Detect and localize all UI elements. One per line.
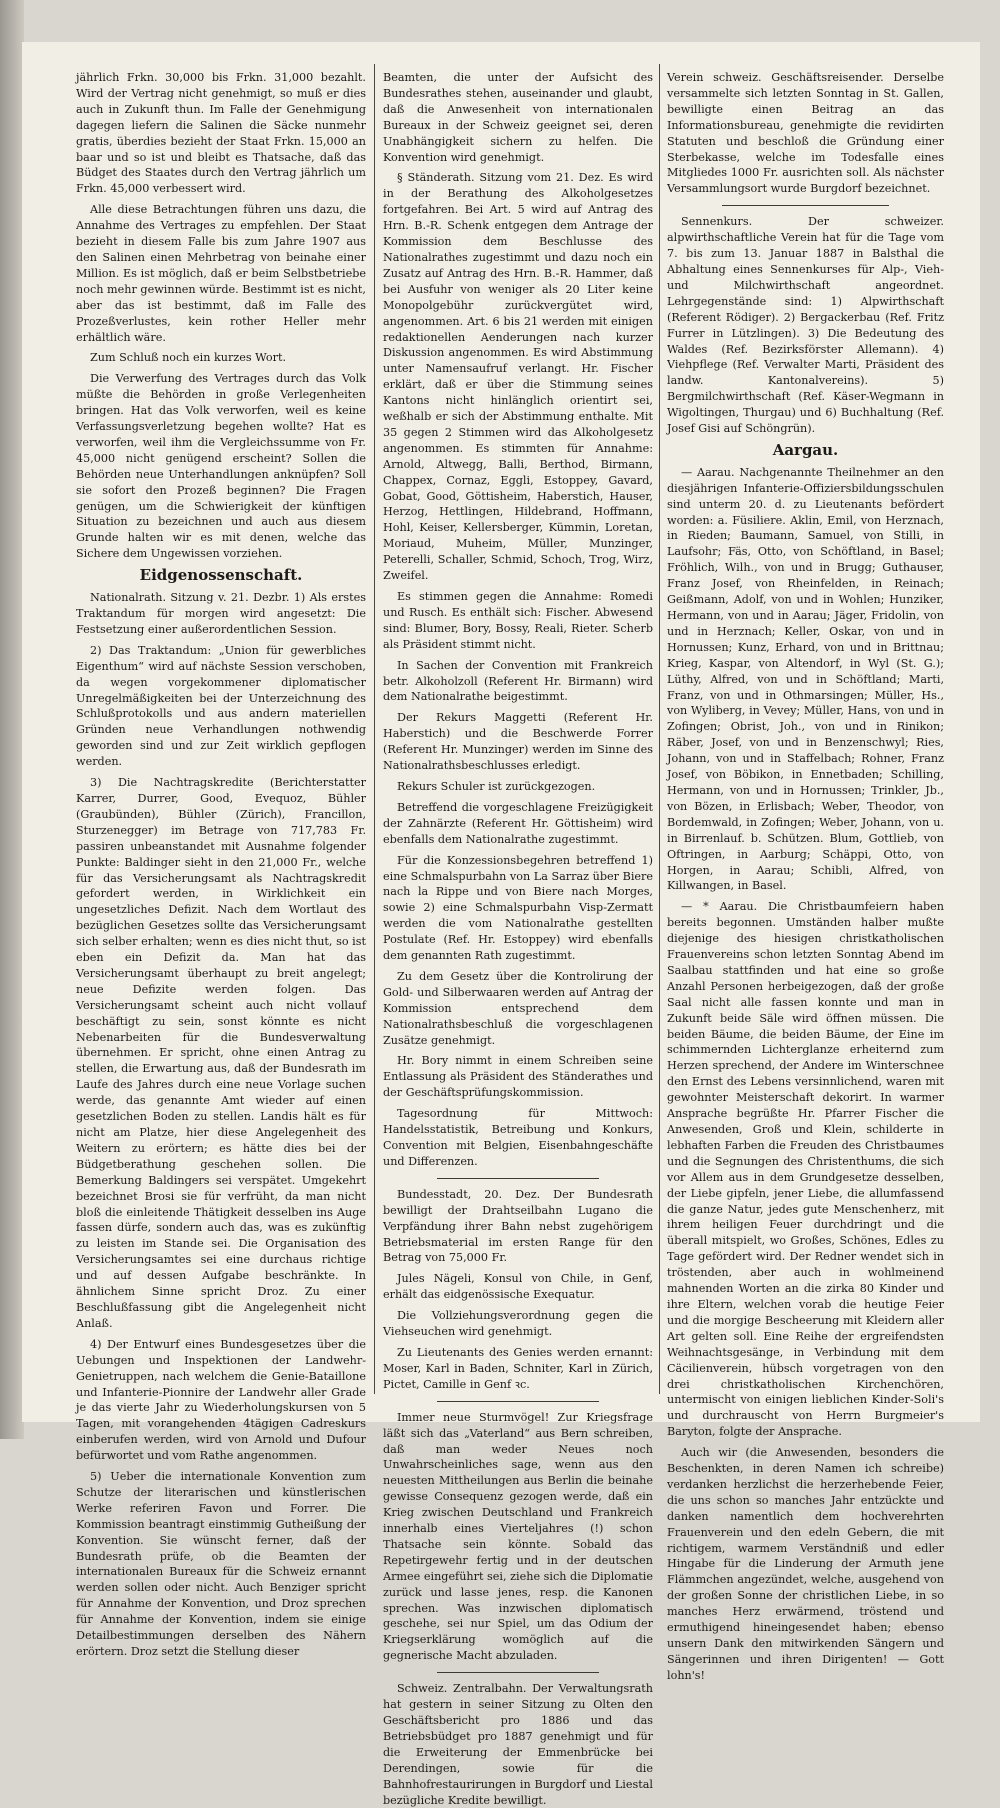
paragraph: Immer neue Sturmvögel! Zur Kriegsfrage läßt sich das „Vaterland“ aus Bern schreiben, daß man weder Neues noch Unwahrscheinliches sage, wenn aus den neuesten Mittheilungen aus Berlin die beinahe gewisse Consequenz gezogen werde, daß ein Krieg zwischen Deutschland und Frankreich innerhalb eines Vierteljahres (!) schon Thatsache sein könnte. Sobald das Repetirgewehr fertig und in der deutschen Armee eingeführt sei, ziehe sich die Diplomatie zurück und lasse jenes, resp. die Kanonen sprechen. Was inzwischen diplomatisch geschehe, sei nur Spiel, um das Odium der Kriegserklärung womöglich auf die gegnerische Macht abzuladen. [383,1410,653,1663]
paragraph: Schweiz. Zentralbahn. Der Verwaltungsrath hat gestern in seiner Sitzung zu Olten den Geschäftsbericht pro 1886 und das Betriebsbüdget pro 1887 genehmigt und für die Erweiterung der Emmenbrücke bei Derendingen, sowie für die Bahnhofrestaurirungen in Burgdorf und Liestal bezügliche Kredite bewilligt. [383,1682,653,1807]
paragraph: Der Rekurs Maggetti (Referent Hr. Haberstich) und die Beschwerde Forrer (Referent Hr. Munzinger) werden im Sinne des Nationalrathsbeschlusses erledigt. [383,711,653,773]
column-2 [383,70,653,1807]
paragraph: Bundesstadt, 20. Dez. Der Bundesrath bewilligt der Drahtseilbahn Lugano die Verpfändung ihrer Bahn nebst zugehörigem Betriebsmaterial im ersten Range für den Betrag von 75,000 Fr. [383,1187,653,1265]
column-rule [374,64,375,1394]
paragraph: In Sachen der Convention mit Frankreich betr. Alkoholzoll (Referent Hr. Birmann) wird dem Nationalrathe beigestimmt. [383,658,653,704]
paragraph: Hr. Bory nimmt in einem Schreiben seine Entlassung als Präsident des Ständerathes und der Geschäftsprüfungskommission. [383,1054,653,1100]
separator [437,1178,599,1179]
section-heading: Eidgenossenschaft. [139,566,303,585]
paragraph: Sennenkurs. Der schweizer. alpwirthschaftliche Verein hat für die Tage vom 7. bis zum 13. Januar 1887 in Balsthal die Abhaltung eines Sennenkurses für Alp-, Vieh- und Milchwirthschaft angeordnet. Lehrgegenstände sind: 1) Alpwirthschaft (Referent Rödiger). 2) Bergackerbau (Ref. Fritz Furrer in Lützlingen). 3) Die Bedeutung des Waldes (Ref. Bezirksförster Allemann). 4) Viehpflege (Ref. Verwalter Marti, Präsident des landw. Kantonalvereins). 5) Bergmilchwirthschaft (Ref. Käser-Wegmann in Wigoltingen, Thurgau) und 6) Buchhaltung (Ref. Josef Gisi auf Schöngrün). [667,215,944,436]
paragraph: Jules Nägeli, Konsul von Chile, in Genf, erhält das eidgenössische Exequatur. [383,1272,653,1302]
paragraph: 3) Die Nachtragskredite (Berichterstatter Karrer, Durrer, Good, Evequoz, Bühler (Graubünden), Bühler (Zürich), Francillon, Sturzenegger) im Betrage von 717,783 Fr. passiren unbeanstandet mit Ausnahme folgender Punkte: Baldinger sieht in den 21,000 Fr., welche für das Versicherungsamt als Nachtragskredit gefordert werden, in Wirklichkeit ein ungesetzliches Defizit. Nach dem Wortlaut des bezüglichen Gesetzes sollte das Versicherungsamt sich selber erhalten; wenn es dies nicht thut, so ist eben ein Defizit da. Man hat das Versicherungsamt überhaupt zu breit angelegt; neue Defizite werden folgen. Das Versicherungsamt scheint auch nicht vollauf beschäftigt zu sein, sonst könnte es nicht Nebenarbeiten für die Bundesverwaltung übernehmen. Er spricht, ohne einen Antrag zu stellen, die Erwartung aus, daß der Bundesrath im Laufe des Jahres durch eine neue Vorlage suchen werde, das genannte Amt wieder auf einen gesetzlichen Boden zu stellen. Landis hält es für nicht am Platze, hier diese Angelegenheit des Weitern zu erörtern; es hätte dies bei der Büdgetberathung geschehen sollen. Die Bemerkung Baldingers sei verspätet. Umgekehrt bezeichnet Brosi sie für verfrüht, da man nicht bloß die einleitende Thätigkeit desselben ins Auge fassen dürfe, sondern auch das, was es zukünftig zu leisten im Stande sei. Die Organisation des Versicherungsamtes sei eine durchaus richtige und auf dessen Aufgabe beschränkte. In ähnlichem Sinne spricht Droz. Zu einer Beschlußfassung gibt die Angelegenheit nicht Anlaß. [76,776,366,1330]
paragraph: Zu Lieutenants des Genies werden ernannt: Moser, Karl in Baden, Schniter, Karl in Zürich, Pictet, Camille in Genf ꝛc. [383,1345,653,1391]
separator [722,205,888,206]
paragraph: § Ständerath. Sitzung vom 21. Dez. Es wird in der Berathung des Alkoholgesetzes fortgefahren. Bei Art. 5 wird auf Antrag des Hrn. B.-R. Schenk entgegen dem Antrage der Kommission dem Beschlusse des Nationalrathes zugestimmt und dazu noch ein Zusatz auf Antrag des Hrn. B.-R. Hammer, daß bei Ausfuhr von weniger als 20 Liter keine Monopolgebühr zurückvergütet wird, angenommen. Art. 6 bis 21 werden mit einigen redaktionellen Aenderungen nach kurzer Diskussion angenommen. Es wird Abstimmung unter Namensaufruf verlangt. Hr. Fischer erklärt, daß er über die Stimmung seines Kantons nicht hinlänglich orientirt sei, weßhalb er sich der Abstimmung enthalte. Mit 35 gegen 2 Stimmen wird das Alkoholgesetz angenommen. Es stimmten für Annahme: Arnold, Altwegg, Balli, Berthod, Birmann, Chappex, Cornaz, Eggli, Estoppey, Gavard, Gobat, Good, Göttisheim, Haberstich, Hauser, Herzog, Hettlingen, Hildebrand, Hoffmann, Hohl, Keiser, Kellersberger, Kümmin, Loretan, Moriaud, Muheim, Müller, Munzinger, Peterelli, Schaller, Schmid, Schoch, Trog, Wirz, Zweifel. [383,171,653,583]
paragraph: 2) Das Traktandum: „Union für gewerbliches Eigenthum“ wird auf nächste Session verschoben, da wegen vorgekommener diplomatischer Unregelmäßigkeiten bei der Unterzeichnung des Schlußprotokolls und aus andern materiellen Gründen neue Verhandlungen nothwendig geworden sind und zur Zeit wirklich gepflogen werden. [76,643,366,769]
paragraph: Betreffend die vorgeschlagene Freizügigkeit der Zahnärzte (Referent Hr. Göttisheim) wird ebenfalls dem Nationalrathe zugestimmt. [383,800,653,846]
separator [437,1672,599,1673]
paragraph: Für die Konzessionsbegehren betreffend 1) eine Schmalspurbahn von La Sarraz über Biere nach la Rippe und von Biere nach Morges, sowie 2) eine Schmalspurbahn Visp-Zermatt werden die vom Nationalrathe gestellten Postulate (Ref. Hr. Estoppey) wird ebenfalls dem genannten Rath zugestimmt. [383,853,653,963]
paragraph: Verein schweiz. Geschäftsreisender. Derselbe versammelte sich letzten Sonntag in St. Gallen, bewilligte einen Beitrag an das Informationsbureau, genehmigte die revidirten Statuten und beschloß die Gründung einer Sterbekasse, welche im Todesfalle eines Mitgliedes 1000 Fr. ausrichten soll. Als nächster Versammlungsort wurde Burgdorf bezeichnet. [667,71,944,196]
page-binding-edge [0,0,24,1439]
paragraph: jährlich Frkn. 30,000 bis Frkn. 31,000 bezahlt. Wird der Vertrag nicht genehmigt, so muß er dies auch in Zukunft thun. Im Falle der Genehmigung dagegen liefern die Salinen die Säcke nunmehr gratis, überdies bezieht der Staat Frkn. 15,000 an baar und so ist und bleibt es Thatsache, daß das Büdget des Staates durch den Vertrag jährlich um Frkn. 45,000 verbessert wird. [76,71,366,196]
paragraph: Nationalrath. Sitzung v. 21. Dezbr. 1) Als erstes Traktandum für morgen wird angesetzt: Die Festsetzung einer außerordentlichen Session. [76,591,366,636]
paragraph: Zum Schluß noch ein kurzes Wort. [90,351,287,365]
paragraph: — Aarau. Nachgenannte Theilnehmer an den diesjährigen Infanterie-Offiziersbildungsschulen sind unterm 20. d. zu Lieutenants befördert worden: a. Füsiliere. Aklin, Emil, von Herznach, in Rieden; Baumann, Samuel, von Stilli, in Laufsohr; Fäs, Otto, von Schöftland, in Basel; Fröhlich, Wilh., von und in Brugg; Guthauser, Franz Josef, von Rheinfelden, in Reinach; Geißmann, Adolf, von und in Wohlen; Hunziker, Hermann, von und in Aarau; Jäger, Fridolin, von und in Herznach; Keller, Oskar, von und in Hornussen; Kunz, Erhard, von und in Brittnau; Krieg, Kaspar, von Altendorf, in Wyl (St. G.); Lüthy, Alfred, von und in Schöftland; Marti, Franz, von und in Othmarsingen; Müller, Hs., von Wyliberg, in Vevey; Müller, Hans, von und in Zofingen; Obrist, Joh., von und in Rinikon; Räber, Josef, von und in Benzenschwyl; Ries, Johann, von und in Staffelbach; Rohner, Franz Josef, von Böbikon, in Ennetbaden; Schilling, Hermann, von und in Hornussen; Trinkler, Jb., von Bözen, in Erlisbach; Weber, Theodor, von Bordemwald, in Zofingen; Weber, Johann, von u. in Birrenlauf. b. Schützen. Blum, Gottlieb, von Oftringen, in Aarburg; Schäppi, Otto, von Horgen, in Aarau; Schibli, Alfred, von Killwangen, in Basel. [667,465,944,893]
separator [437,1401,599,1402]
paragraph: Es stimmen gegen die Annahme: Romedi und Rusch. Es enthält sich: Fischer. Abwesend sind: Blumer, Bory, Bossy, Reali, Rieter. Scherb als Präsident stimmt nicht. [383,590,653,651]
paragraph: 4) Der Entwurf eines Bundesgesetzes über die Uebungen und Inspektionen der Landwehr-Genietruppen, nach welchem die Genie-Bataillone und Infanterie-Pionnire der Landwehr aller Grade je das vierte Jahr zu Wiederholungskursen von 5 Tagen, mit vorangehenden 4tägigen Cadreskurs einberufen werden, wird von Arnold und Dufour befürwortet und vom Rathe angenommen. [76,1337,366,1463]
paragraph: Zu dem Gesetz über die Kontrolirung der Gold- und Silberwaaren werden auf Antrag der Kommission entsprechend dem Nationalrathsbeschluß die vorgeschlagenen Zusätze genehmigt. [383,969,653,1047]
paragraph: Alle diese Betrachtungen führen uns dazu, die Annahme des Vertrages zu empfehlen. Der Staat bezieht in diesem Falle bis zum Jahre 1907 aus den Salinen einen Mehrbetrag von beinahe einer Million. Es ist möglich, daß er beim Selbstbetriebe noch mehr gewinnen würde. Bestimmt ist es nicht, aber das ist bestimmt, daß im Falle des Prozeßverlustes, kein rother Heller mehr erhältlich wäre. [76,203,366,344]
paragraph: Die Verwerfung des Vertrages durch das Volk müßte die Behörden in große Verlegenheiten bringen. Hat das Volk verworfen, weil es keine Verfassungsverletzung begehen wollte? Hat es verworfen, weil ihm die Vergleichssumme von Fr. 45,000 nicht genügend erscheint? Sollen die Behörden neue Unterhandlungen anknüpfen? Soll sie sofort den Prozeß beginnen? Die Fragen genügen, um die Schwierigkeit der künftigen Situation zu bezeichnen und auch aus diesem Grunde halten wir es mit denen, welche das Sichere dem Ungewissen vorziehen. [76,372,366,561]
paragraph: Die Vollziehungsverordnung gegen die Viehseuchen wird genehmigt. [383,1309,653,1339]
column-3 [667,70,944,1682]
paragraph: — * Aarau. Die Christbaumfeiern haben bereits begonnen. Umständen halber mußte diejenige des hiesigen christkatholischen Frauenvereins schon letzten Sonntag Abend im Saalbau stattfinden und hat eine so große Anzahl Personen herbeigezogen, daß der große Saal nicht alle fassen konnte und man in Zukunft beide Säle wird öffnen müssen. Die beiden Bäume, die beiden Bäume, der Eine im schimmernden Lichterglanze erheiternd zum Herzen sprechend, der Andere im Winterschnee den Ernst des Lebens versinnlichend, waren mit gewohnter Meisterschaft dekorirt. In warmer Ansprache begrüßte Hr. Pfarrer Fischer die Anwesenden, Groß und Klein, schilderte in lebhaften Farben die Freuden des Christbaumes und die Segnungen des Christenthums, die sich vor Allem aus in dem Grundgesetze desselben, der Liebe gipfeln, jener Liebe, die allumfassend die ganze Natur, jedes gute Menschenherz, mit ihrem heiligen Feuer durchdringt und die überall mitspielt, wo Großes, Schönes, Edles zu Tage gefördert wird. Der Redner wendet sich in tröstenden, aber auch in wohlmeinend mahnenden Worten an die zirka 80 Kinder und ihre Eltern, welchen vorab die heutige Feier und die morgige Bescheerung mit Kleidern aller Art gelten soll. Eine Reihe der ergreifendsten Weihnachtsgesänge, in Verbindung mit dem Cäcilienverein, hübsch vorgetragen von den drei christkatholischen Kirchenchören, untermischt von einigen lieblichen Kinder-Soli's und durchrauscht von Herrn Burgmeier's Baryton, folgte der Ansprache. [667,900,944,1439]
paragraph: Tagesordnung für Mittwoch: Handelsstatistik, Betreibung und Konkurs, Convention mit Belgien, Eisenbahngeschäfte und Differenzen. [383,1107,653,1168]
paragraph: Beamten, die unter der Aufsicht des Bundesrathes stehen, auseinander und glaubt, daß die Anwesenheit von internationalen Bureaux in der Schweiz geeignet sei, deren Unabhängigkeit sichern zu helfen. Die Konvention wird genehmigt. [383,71,653,164]
section-heading: Aargau. [772,440,839,459]
paragraph: 5) Ueber die internationale Konvention zum Schutze der literarischen und künstlerischen Werke referiren Favon und Forrer. Die Kommission beantragt einstimmig Gutheißung der Konvention. Sie wünscht ferner, daß der Bundesrath prüfe, ob die Beamten der internationalen Bureaux für die Schweiz ernannt werden sollen oder nicht. Auch Benziger spricht für Annahme der Konvention, und Droz sprechen für Annahme der Konvention, indem sie einige Detailbestimmungen derselben des Nähern erörtern. Droz setzt die Stellung dieser [76,1470,366,1658]
column-rule [659,64,660,1394]
column-1 [76,70,366,1658]
paragraph: Auch wir (die Anwesenden, besonders die Beschenkten, in deren Namen ich schreibe) verdanken herzlichst die herzerhebende Feier, die uns schon so manches Jahr entzückte und danken namentlich dem hochverehrten Frauenverein und den edeln Gebern, die mit richtigem, warmem Verständniß und edler Hingabe für die Linderung der Armuth jene Flämmchen angezündet, welche, ausgehend von der großen Sonne der christlichen Liebe, in so manches Herz erwärmend, tröstend und ermuthigend hineingesendet haben; ebenso unsern Dank den mitwirkenden Sängern und Sängerinnen und ihren Dirigenten! — Gott lohn's! [667,1446,944,1682]
paragraph: Rekurs Schuler ist zurückgezogen. [397,779,596,793]
